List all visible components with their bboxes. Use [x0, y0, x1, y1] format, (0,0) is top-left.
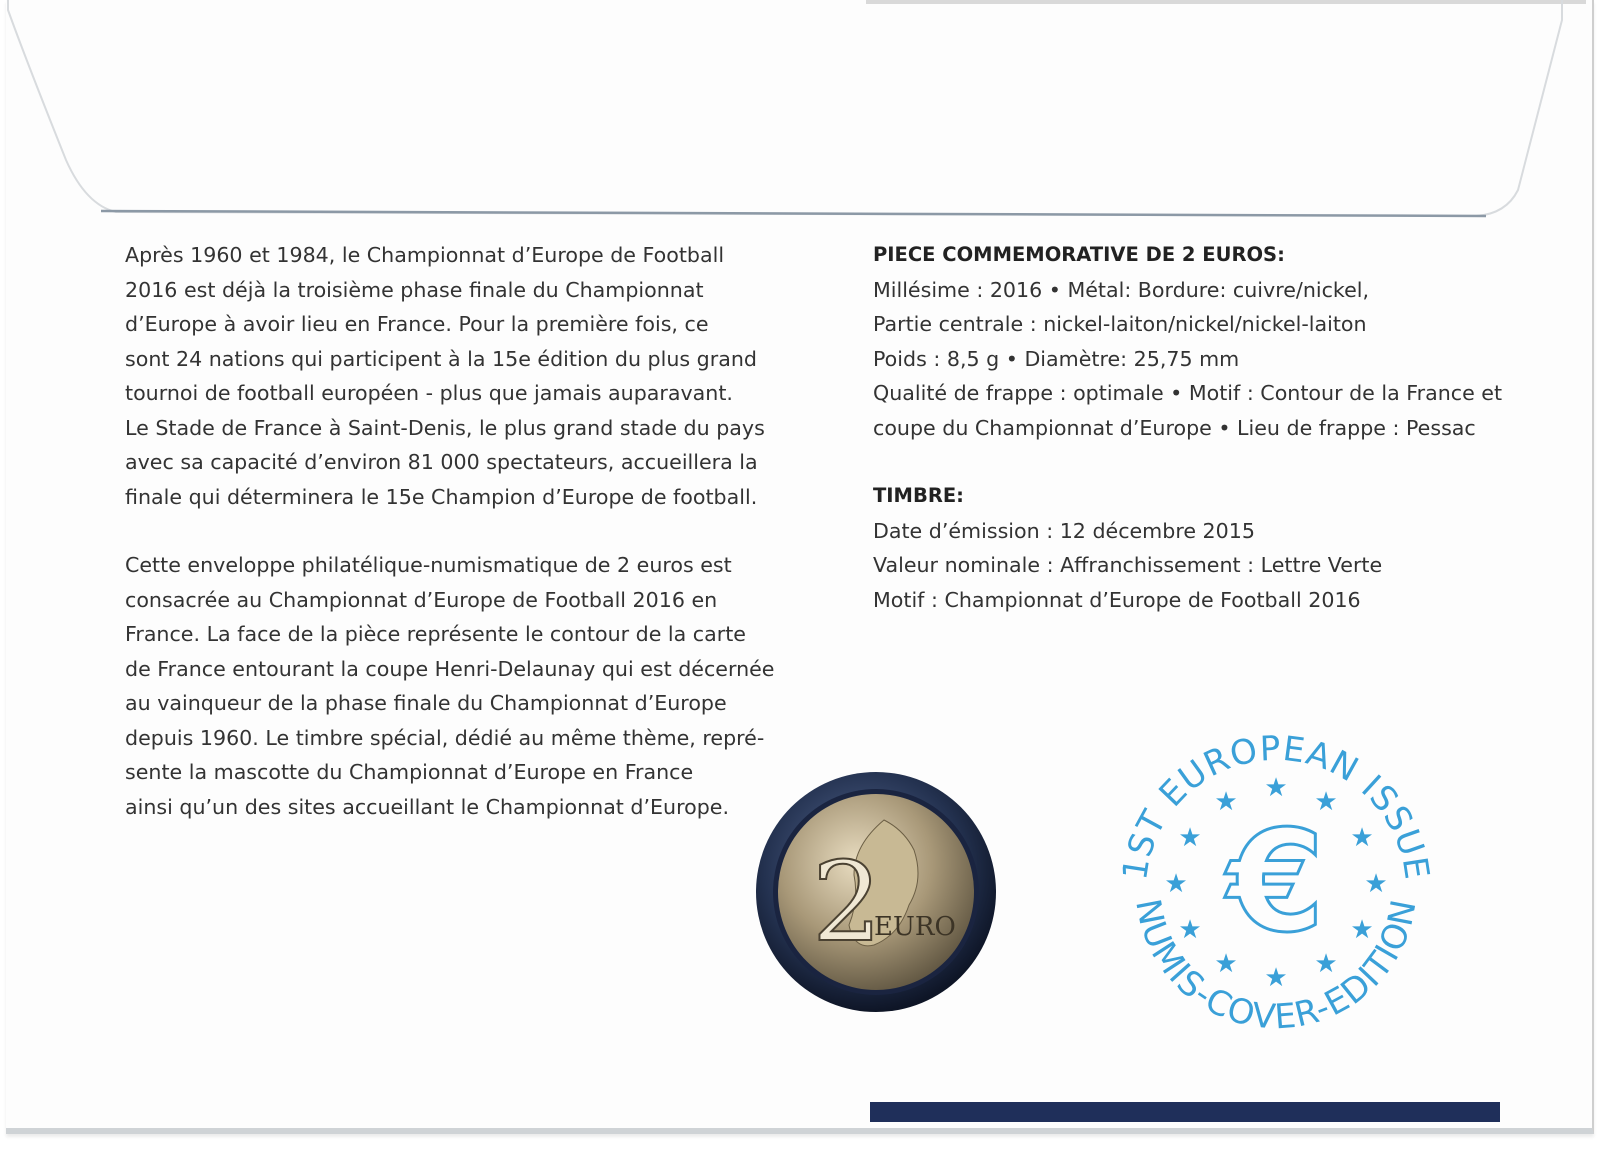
coin-specifications	[873, 238, 1573, 445]
coin-spec-line: Partie centrale : nickel-laiton/nickel/nickel-laiton	[873, 312, 1367, 336]
envelope-flap-outline	[6, 0, 1592, 230]
stamp-spec-line: Motif : Championnat d’Europe de Football 2016	[873, 587, 1361, 612]
star-icon: ★	[1214, 787, 1238, 817]
coin-spec-line: Qualité de frappe : optimale • Motif : Contour de la France et	[873, 381, 1503, 405]
stamp-heading: TIMBRE:	[873, 484, 964, 507]
star-icon: ★	[1264, 963, 1288, 993]
star-icon: ★	[1178, 823, 1202, 853]
top-edge-strip	[866, 0, 1586, 4]
specifications-column	[873, 238, 1573, 617]
coin-spec-line: coupe du Championnat d’Europe • Lieu de frappe : Pessac	[873, 415, 1476, 440]
star-icon: ★	[1264, 773, 1288, 803]
euro-symbol-icon: €	[1227, 801, 1325, 964]
numis-cover-seal	[1114, 720, 1438, 1044]
star-icon: ★	[1178, 915, 1202, 945]
star-icon: ★	[1314, 787, 1338, 817]
description-column	[125, 238, 785, 824]
coin-spec-line: Poids : 8,5 g • Diamètre: 25,75 mm	[873, 346, 1240, 371]
stamp-edge-band	[870, 1102, 1500, 1122]
stamp-specifications	[873, 479, 1573, 617]
star-icon: ★	[1164, 869, 1188, 899]
stamp-spec-line: Valeur nominale : Affranchissement : Lettre Verte	[873, 553, 1383, 577]
coin-heading: PIECE COMMEMORATIVE DE 2 EUROS:	[873, 243, 1285, 266]
two-euro-coin	[754, 770, 998, 1014]
coin-spec-line: Millésime : 2016 • Métal: Bordure: cuivre/nickel,	[873, 277, 1370, 302]
description-paragraph-2: Cette enveloppe philatélique-numismatique de 2 euros est consacrée au Championnat d’Europe de Football 2016 en France. La face de la pièce représente le contour de la carte de France entourant la coupe Henri-Delaunay qui est décernée au vainqueur de la phase finale du Championnat d’Europe depuis 1960. Le timbre spécial, dédié au même thème, repré- sente la mascotte du Championnat d’Europe en France ainsi qu’un des sites accueillant le Championnat d’Europe.	[125, 553, 775, 819]
star-icon: ★	[1214, 949, 1238, 979]
seal-top-text: 1ST EUROPEAN ISSUE	[1115, 728, 1437, 883]
coin-label: EURO	[874, 912, 956, 942]
coin-denomination: 2	[812, 838, 882, 966]
stamp-spec-line: Date d’émission : 12 décembre 2015	[873, 518, 1255, 543]
star-icon: ★	[1314, 949, 1338, 979]
envelope-back	[6, 0, 1594, 1134]
star-icon: ★	[1350, 915, 1374, 945]
description-paragraph-1: Après 1960 et 1984, le Championnat d’Europe de Football 2016 est déjà la troisième phase finale du Championnat d’Europe à avoir lieu en France. Pour la première fois, ce sont 24 nations qui participent à la 15e édition du plus grand tournoi de football européen - plus que jamais auparavant. Le Stade de France à Saint-Denis, le plus grand stade du pays avec sa capacité d’environ 81 000 spectateurs, accueillera la finale qui déterminera le 15e Champion d’Europe de football.	[125, 243, 765, 509]
seal-bottom-text: NUMIS-COVER-EDITION	[1127, 895, 1425, 1038]
star-icon: ★	[1350, 823, 1374, 853]
star-icon: ★	[1364, 869, 1388, 899]
